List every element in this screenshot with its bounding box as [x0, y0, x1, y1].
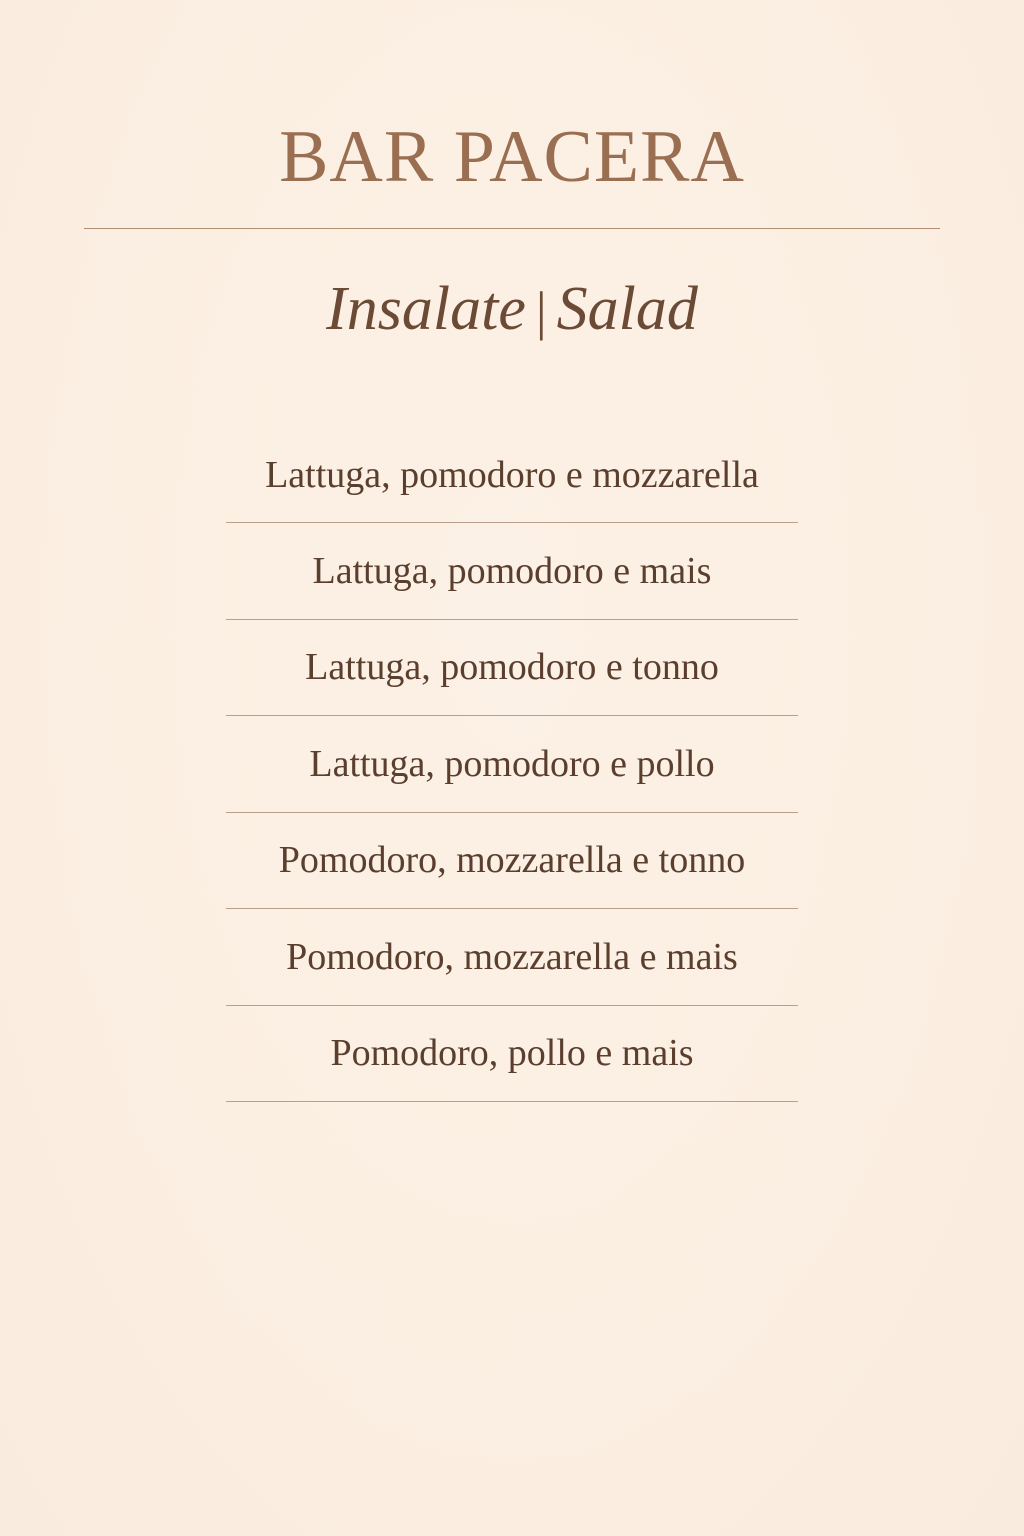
- title-divider: [84, 228, 940, 229]
- menu-item: Pomodoro, mozzarella e mais: [226, 909, 798, 1006]
- menu-item-list: [226, 428, 798, 1102]
- menu-item: Pomodoro, pollo e mais: [226, 1006, 798, 1103]
- restaurant-title: BAR PACERA: [279, 116, 745, 198]
- menu-item: Lattuga, pomodoro e mozzarella: [226, 428, 798, 523]
- menu-item: Lattuga, pomodoro e tonno: [226, 620, 798, 717]
- section-heading: [0, 275, 1024, 343]
- menu-item: Pomodoro, mozzarella e tonno: [226, 813, 798, 910]
- menu-item: Lattuga, pomodoro e mais: [226, 523, 798, 620]
- section-heading-italian: Insalate: [326, 275, 526, 343]
- section-heading-english: Salad: [556, 275, 698, 343]
- menu-item: Lattuga, pomodoro e pollo: [226, 716, 798, 813]
- section-heading-separator: |: [535, 281, 547, 341]
